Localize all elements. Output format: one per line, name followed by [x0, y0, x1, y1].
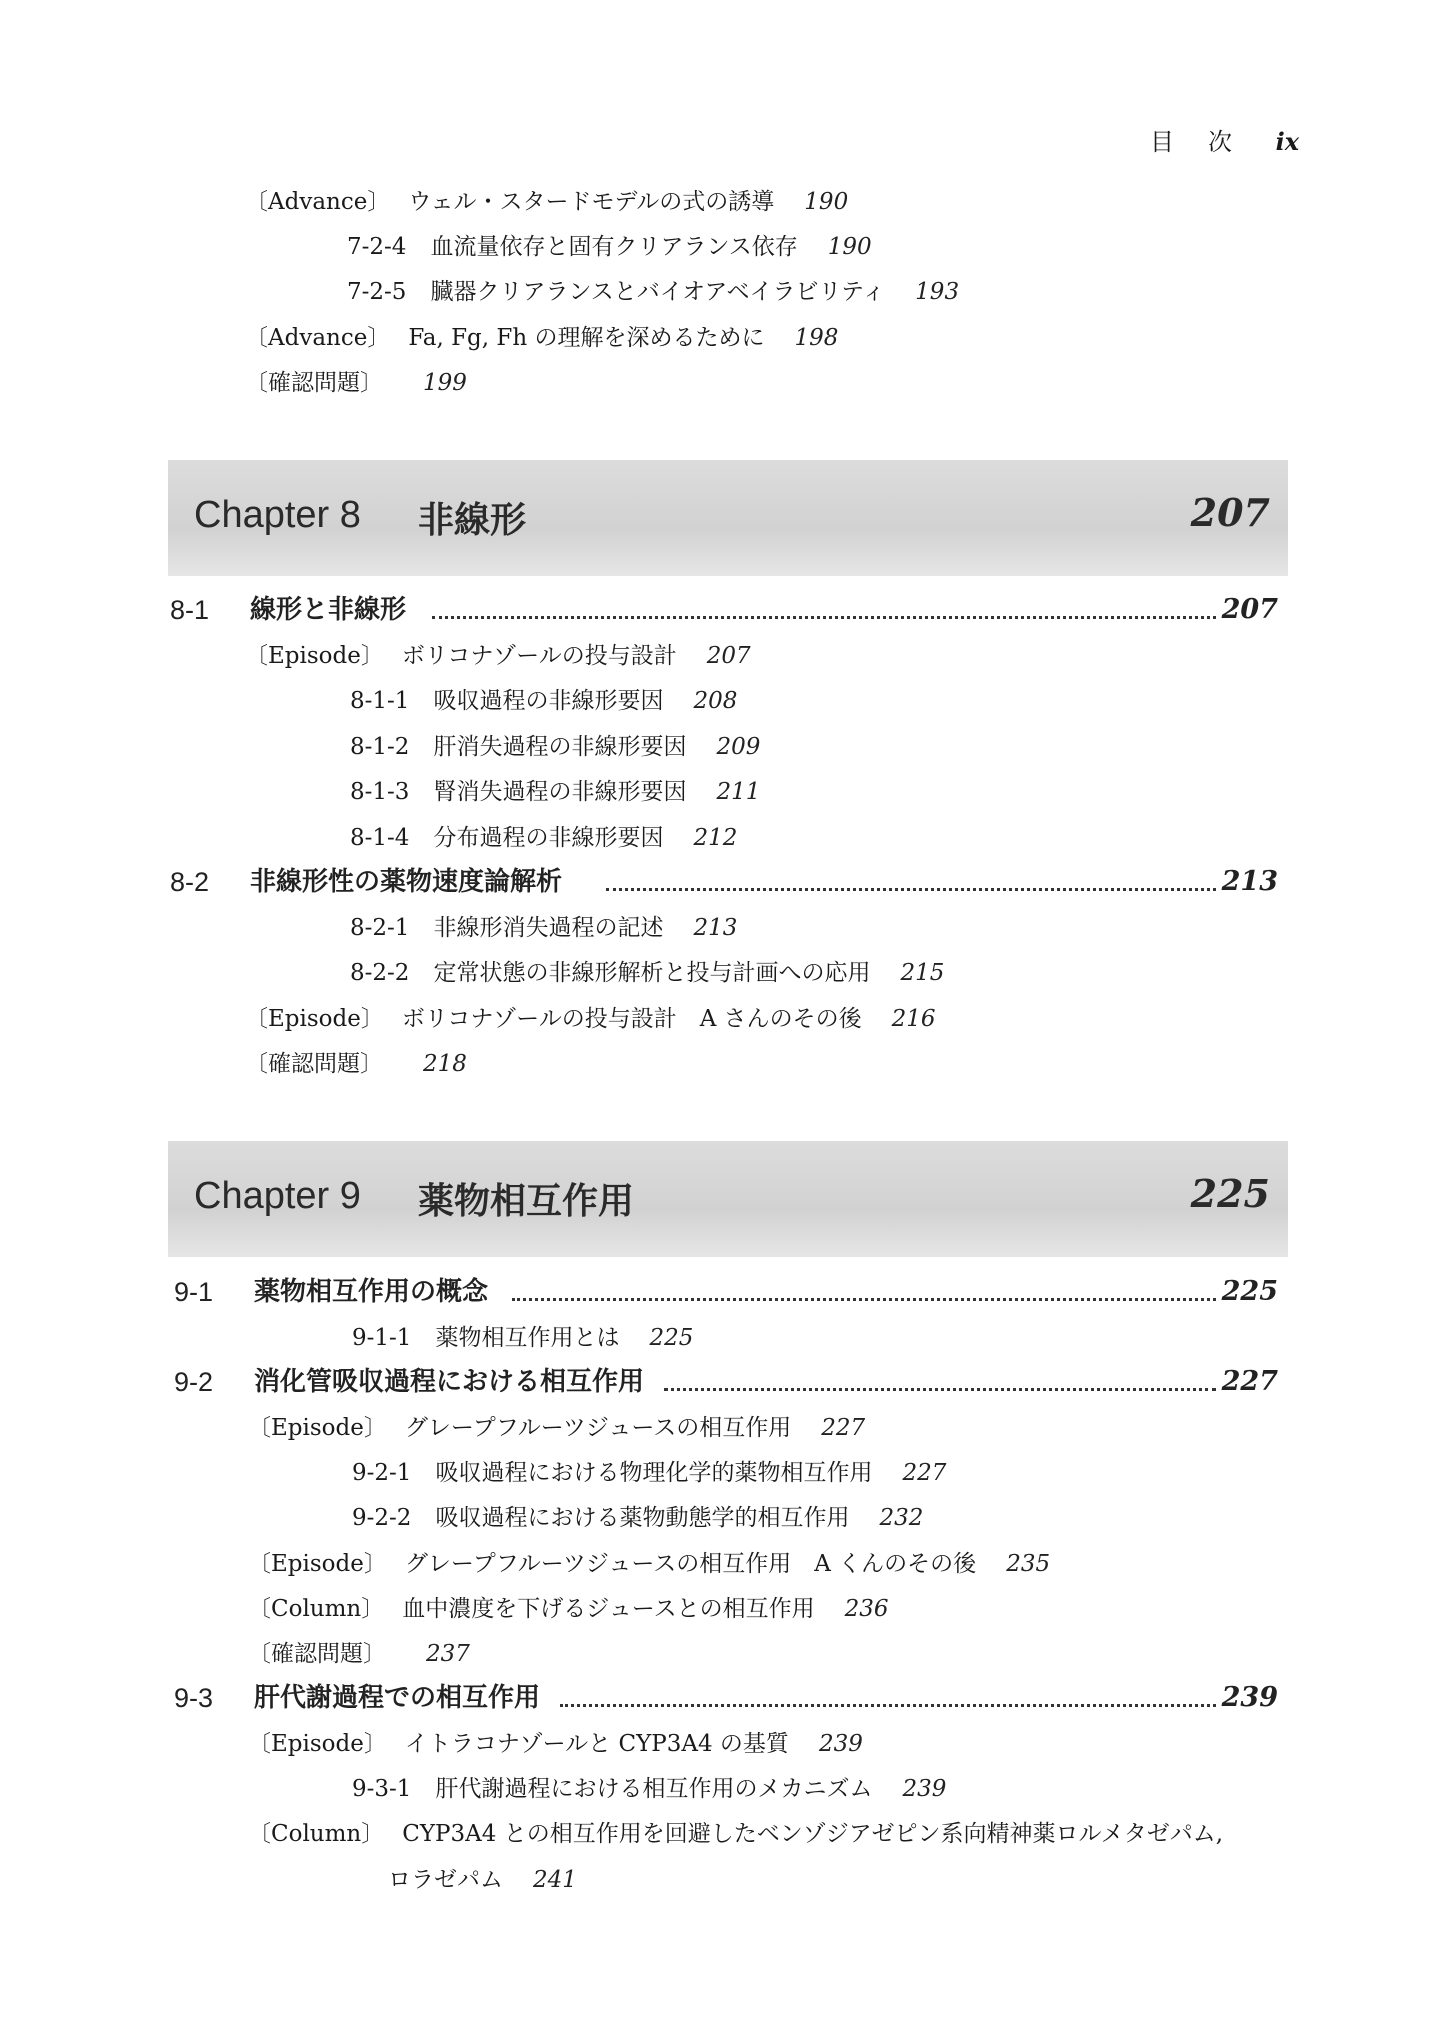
- entry-page: 227: [902, 1460, 947, 1486]
- entry-number: 9-2-2: [352, 1505, 412, 1531]
- section-number: 9-2: [174, 1367, 214, 1397]
- dot-leader: [560, 1676, 1216, 1720]
- entry-text: グレープフルーツジュースの相互作用 A くんのその後: [404, 1551, 977, 1577]
- entry-number: 7-2-5: [347, 279, 407, 305]
- entry-tag: 〔確認問題〕: [245, 1051, 383, 1077]
- entry-page: 218: [423, 1051, 467, 1077]
- toc-entry[interactable]: [352, 1453, 946, 1493]
- entry-number: 9-3-1: [352, 1776, 412, 1802]
- entry-tag: 〔確認問題〕: [248, 1641, 386, 1667]
- entry-number: 8-1-2: [350, 734, 410, 760]
- toc-entry[interactable]: [350, 772, 760, 812]
- entry-text: 非線形消失過程の記述: [433, 915, 664, 941]
- running-header-title: 目次: [1150, 128, 1266, 156]
- toc-entry[interactable]: [350, 727, 760, 767]
- dot-leader: [606, 860, 1216, 904]
- entry-tag: 〔Column〕: [248, 1596, 385, 1622]
- chapter-title: 薬物相互作用: [418, 1181, 635, 1222]
- entry-text: 吸収過程の非線形要因: [433, 688, 664, 714]
- entry-text: ボリコナゾールの投与設計 A さんのその後: [401, 1006, 862, 1032]
- entry-page: 211: [716, 779, 761, 805]
- section-page: 225: [1221, 1276, 1278, 1307]
- entry-text: 血中濃度を下げるジュースとの相互作用: [402, 1596, 815, 1622]
- section-number: 9-3: [174, 1683, 214, 1713]
- entry-number: 9-1-1: [352, 1325, 412, 1351]
- section-heading[interactable]: [174, 1676, 1278, 1720]
- entry-page: 213: [693, 915, 738, 941]
- section-page: 207: [1221, 594, 1278, 625]
- section-heading[interactable]: [170, 860, 1278, 904]
- entry-text: 血流量依存と固有クリアランス依存: [430, 234, 798, 260]
- section-page: 227: [1221, 1366, 1278, 1397]
- entry-text: 分布過程の非線形要因: [433, 825, 664, 851]
- entry-page: 239: [818, 1731, 863, 1757]
- entry-page: 237: [426, 1641, 470, 1667]
- toc-entry[interactable]: [352, 1769, 946, 1809]
- section-heading[interactable]: [170, 588, 1278, 632]
- chapter-label: Chapter 9: [194, 1175, 361, 1217]
- running-header-page-number: ix: [1275, 127, 1300, 156]
- running-header: [1150, 122, 1300, 157]
- entry-text: イトラコナゾールと CYP3A4 の基質: [404, 1731, 789, 1757]
- chapter-page: 225: [1190, 1171, 1270, 1216]
- entry-text: 吸収過程における物理化学的薬物相互作用: [435, 1460, 873, 1486]
- entry-tag: 〔Episode〕: [245, 1006, 384, 1032]
- toc-entry[interactable]: [245, 182, 848, 222]
- entry-number: 7-2-4: [347, 234, 407, 260]
- entry-tag: 〔Episode〕: [248, 1731, 387, 1757]
- chapter-page: 207: [1190, 490, 1270, 535]
- entry-page: 193: [915, 279, 960, 305]
- entry-page: 239: [902, 1776, 947, 1802]
- entry-page: 215: [900, 960, 945, 986]
- entry-text: グレープフルーツジュースの相互作用: [404, 1415, 792, 1441]
- entry-page: 207: [706, 643, 751, 669]
- entry-tag: 〔Column〕: [248, 1821, 385, 1847]
- section-title: 薬物相互作用の概念: [254, 1277, 489, 1307]
- toc-entry[interactable]: [248, 1589, 889, 1629]
- toc-entry[interactable]: [245, 1044, 467, 1084]
- section-number: 9-1: [174, 1277, 214, 1307]
- section-heading[interactable]: [174, 1270, 1278, 1314]
- entry-page: 209: [716, 734, 761, 760]
- toc-entry[interactable]: [350, 908, 737, 948]
- toc-entry[interactable]: [248, 1544, 1050, 1584]
- toc-entry[interactable]: [245, 999, 936, 1039]
- entry-tag: 〔Episode〕: [248, 1415, 387, 1441]
- toc-entry[interactable]: [248, 1634, 470, 1674]
- entry-tag: 〔Episode〕: [245, 643, 384, 669]
- toc-entry[interactable]: [352, 1318, 693, 1358]
- entry-text: ウェル・スタードモデルの式の誘導: [408, 189, 775, 215]
- entry-page: 190: [827, 234, 872, 260]
- toc-entry[interactable]: [350, 681, 737, 721]
- entry-text: 臓器クリアランスとバイオアベイラビリティ: [430, 279, 886, 305]
- entry-number: 8-1-3: [350, 779, 410, 805]
- toc-entry[interactable]: [245, 318, 838, 358]
- entry-page: 216: [891, 1006, 936, 1032]
- dot-leader: [664, 1360, 1216, 1404]
- entry-page: 235: [1006, 1551, 1051, 1577]
- toc-entry-continuation[interactable]: [388, 1860, 577, 1900]
- section-title: 線形と非線形: [250, 595, 407, 625]
- entry-text: ロラゼパム: [388, 1867, 503, 1893]
- toc-entry[interactable]: [350, 953, 944, 993]
- entry-text: 肝消失過程の非線形要因: [433, 734, 687, 760]
- chapter-title: 非線形: [418, 500, 527, 541]
- section-title: 非線形性の薬物速度論解析: [250, 867, 563, 897]
- dot-leader: [432, 588, 1216, 632]
- toc-entry[interactable]: [245, 636, 751, 676]
- toc-entry[interactable]: [347, 227, 872, 267]
- entry-page: 198: [794, 325, 839, 351]
- toc-entry[interactable]: [352, 1498, 923, 1538]
- entry-text: 腎消失過程の非線形要因: [433, 779, 687, 805]
- entry-page: 241: [533, 1867, 577, 1893]
- section-number: 8-2: [170, 867, 210, 897]
- entry-page: 227: [821, 1415, 866, 1441]
- toc-entry[interactable]: [248, 1814, 1223, 1854]
- entry-tag: 〔確認問題〕: [245, 370, 383, 396]
- entry-tag: 〔Episode〕: [248, 1551, 387, 1577]
- entry-text: 吸収過程における薬物動態学的相互作用: [435, 1505, 850, 1531]
- entry-text: Fa, Fg, Fh の理解を深めるために: [408, 325, 765, 351]
- entry-text: 薬物相互作用とは: [435, 1325, 620, 1351]
- dot-leader: [512, 1270, 1216, 1314]
- entry-page: 232: [879, 1505, 924, 1531]
- toc-entry[interactable]: [248, 1724, 863, 1764]
- entry-text: 定常状態の非線形解析と投与計画への応用: [433, 960, 871, 986]
- section-page: 239: [1221, 1682, 1278, 1713]
- entry-number: 9-2-1: [352, 1460, 412, 1486]
- entry-number: 8-2-2: [350, 960, 410, 986]
- section-number: 8-1: [170, 595, 210, 625]
- toc-entry[interactable]: [245, 363, 467, 403]
- entry-text: ボリコナゾールの投与設計: [401, 643, 677, 669]
- entry-page: 199: [423, 370, 467, 396]
- entry-text: CYP3A4 との相互作用を回避したベンゾジアゼピン系向精神薬ロルメタゼパム,: [402, 1821, 1224, 1847]
- chapter-heading-8[interactable]: [168, 460, 1288, 576]
- entry-page: 190: [804, 189, 849, 215]
- entry-number: 8-2-1: [350, 915, 410, 941]
- entry-page: 236: [844, 1596, 889, 1622]
- entry-page: 225: [649, 1325, 694, 1351]
- entry-page: 212: [693, 825, 738, 851]
- section-page: 213: [1221, 866, 1278, 897]
- chapter-label: Chapter 8: [194, 494, 361, 536]
- section-title: 消化管吸収過程における相互作用: [254, 1367, 645, 1397]
- entry-tag: 〔Advance〕: [245, 325, 391, 351]
- toc-entry[interactable]: [248, 1408, 865, 1448]
- entry-page: 208: [693, 688, 738, 714]
- entry-number: 8-1-1: [350, 688, 410, 714]
- entry-tag: 〔Advance〕: [245, 189, 391, 215]
- entry-text: 肝代謝過程における相互作用のメカニズム: [435, 1776, 873, 1802]
- section-heading[interactable]: [174, 1360, 1278, 1404]
- section-title: 肝代謝過程での相互作用: [254, 1683, 541, 1713]
- chapter-heading-9[interactable]: [168, 1141, 1288, 1257]
- entry-number: 8-1-4: [350, 825, 410, 851]
- toc-entry[interactable]: [347, 272, 959, 312]
- toc-entry[interactable]: [350, 818, 737, 858]
